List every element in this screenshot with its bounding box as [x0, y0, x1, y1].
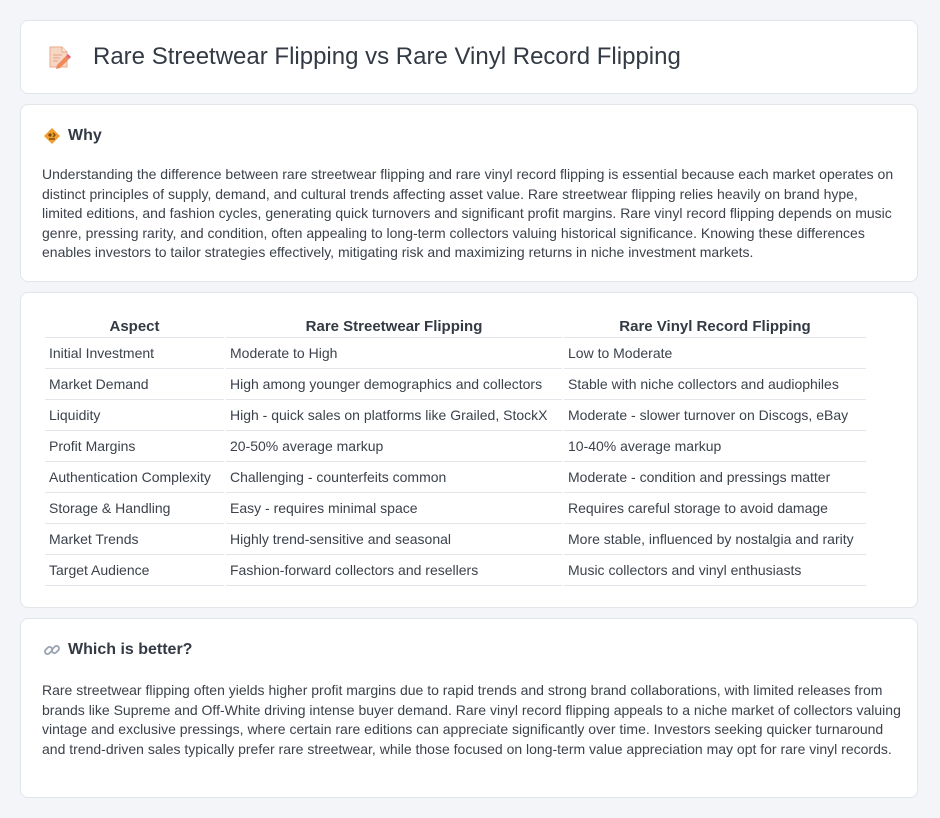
streetwear-cell: Highly trend-sensitive and seasonal — [226, 524, 562, 555]
vinyl-cell: Moderate - condition and pressings matter — [564, 462, 866, 493]
title-row — [45, 43, 681, 71]
table-row — [45, 369, 866, 400]
streetwear-cell: Easy - requires minimal space — [226, 493, 562, 524]
aspect-cell: Storage & Handling — [45, 493, 224, 524]
table-row — [45, 524, 866, 555]
streetwear-cell: Challenging - counterfeits common — [226, 462, 562, 493]
vinyl-cell: Music collectors and vinyl enthusiasts — [564, 555, 866, 586]
aspect-cell: Liquidity — [45, 400, 224, 431]
vinyl-cell: Requires careful storage to avoid damage — [564, 493, 866, 524]
streetwear-cell: High - quick sales on platforms like Grailed, StockX — [226, 400, 562, 431]
aspect-cell: Market Demand — [45, 369, 224, 400]
streetwear-cell: High among younger demographics and collectors — [226, 369, 562, 400]
why-section — [20, 104, 918, 282]
diamond-sign-icon — [43, 127, 61, 145]
table-row — [45, 493, 866, 524]
document-edit-icon — [45, 43, 73, 71]
column-header-vinyl: Rare Vinyl Record Flipping — [564, 315, 866, 338]
why-heading: Why — [68, 127, 102, 144]
aspect-cell: Profit Margins — [45, 431, 224, 462]
aspect-cell: Target Audience — [45, 555, 224, 586]
why-text: Understanding the difference between rare streetwear flipping and rare vinyl record flipping is essential because each market operates on distinct principles of supply, demand, and cultural trends affecting asset value. Rare streetwear flipping relies heavily on brand hype, limited editions, and fashion cycles, generating quick turnovers and significant profit margins. Rare vinyl record flipping depends on music genre, pressing rarity, and condition, often appealing to long-term collectors valuing historical significance. Knowing these differences enables investors to tailor strategies effectively, mitigating risk and maximizing returns in niche investment markets. — [42, 166, 894, 260]
streetwear-cell: Moderate to High — [226, 338, 562, 369]
better-text: Rare streetwear flipping often yields higher profit margins due to rapid trends and strong brand collaborations, with limited releases from brands like Supreme and Off-White driving intense buyer demand. Rare vinyl record flipping appeals to a niche market of collectors valuing vintage and exclusive pressings, where certain rare editions can appreciate significantly over time. Investors seeking quicker turnaround and trend-driven sales typically prefer rare streetwear, while those focused on long-term value appreciation may opt for rare vinyl records. — [42, 682, 901, 757]
which-is-better-section — [20, 618, 918, 798]
vinyl-cell: Low to Moderate — [564, 338, 866, 369]
better-heading: Which is better? — [68, 641, 193, 658]
table-row — [45, 555, 866, 586]
comparison-card — [20, 292, 918, 608]
vinyl-cell: More stable, influenced by nostalgia and rarity — [564, 524, 866, 555]
vinyl-cell: Stable with niche collectors and audiophiles — [564, 369, 866, 400]
table-header-row — [45, 315, 866, 338]
table-row — [45, 431, 866, 462]
vinyl-cell: Moderate - slower turnover on Discogs, eBay — [564, 400, 866, 431]
table-row — [45, 338, 866, 369]
why-heading-row — [43, 127, 102, 145]
vinyl-cell: 10-40% average markup — [564, 431, 866, 462]
aspect-cell: Market Trends — [45, 524, 224, 555]
aspect-cell: Authentication Complexity — [45, 462, 224, 493]
table-row — [45, 462, 866, 493]
page-title: Rare Streetwear Flipping vs Rare Vinyl Record Flipping — [93, 43, 681, 70]
table-row — [45, 400, 866, 431]
streetwear-cell: Fashion-forward collectors and resellers — [226, 555, 562, 586]
header-card — [20, 20, 918, 94]
streetwear-cell: 20-50% average markup — [226, 431, 562, 462]
column-header-aspect: Aspect — [45, 315, 224, 338]
aspect-cell: Initial Investment — [45, 338, 224, 369]
comparison-table — [43, 315, 868, 586]
link-icon — [43, 641, 61, 659]
column-header-streetwear: Rare Streetwear Flipping — [226, 315, 562, 338]
better-heading-row — [43, 641, 192, 659]
